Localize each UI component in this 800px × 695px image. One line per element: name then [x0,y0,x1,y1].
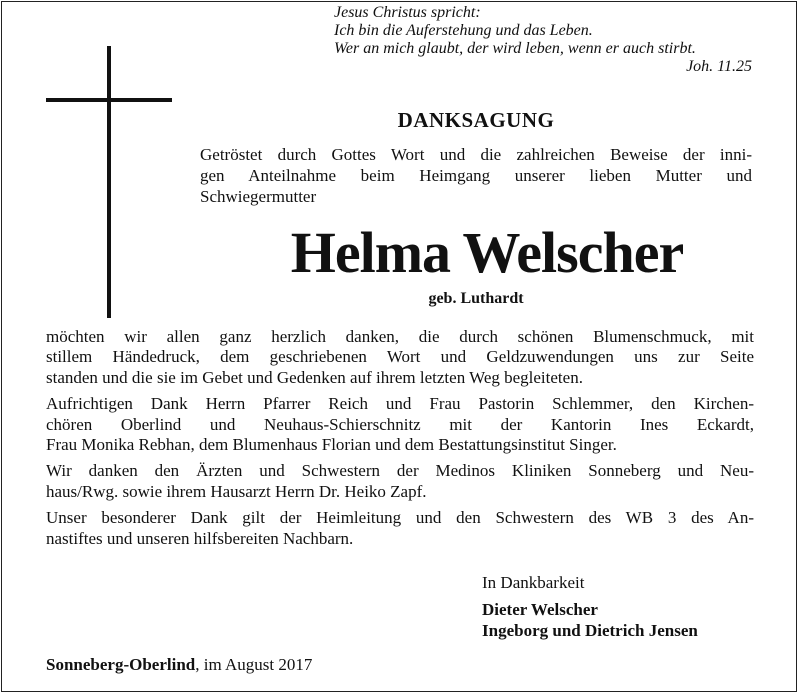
cross-vertical-bar [107,46,111,318]
notice-heading: DANKSAGUNG [397,108,555,132]
verse-line: Ich bin die Auferstehung und das Leben. [334,22,593,39]
intro-line: Schwiegermutter [200,187,317,206]
paragraph [46,327,754,388]
date: , im August 2017 [195,655,313,674]
paragraph-line: möchten wir allen ganz herzlich danken, die durch schönen Blumenschmuck, mit [46,327,754,346]
paragraph [46,461,754,502]
place-date-line [46,655,312,675]
thanks-body [46,327,754,555]
deceased-name: Helma Welscher [290,220,684,285]
paragraph-line: Wir danken den Ärzten und Schwestern der Medinos Kliniken Sonneberg und Neu- [46,461,754,481]
birth-name: geb. Luthardt [428,290,524,307]
paragraph-line: Aufrichtigen Dank Herrn Pfarrer Reich und Frau Pastorin Schlemmer, den Kirchen- [46,394,754,414]
paragraph [46,394,754,455]
paragraph-line: chören Oberlind und Neuhaus-Schierschnitz mit der Kantorin Ines Eckardt, [46,414,754,434]
paragraph [46,508,754,549]
paragraph-line: Unser besonderer Dank gilt der Heimleitung und den Schwestern des WB 3 des An- [46,508,754,528]
paragraph-line: stillem Händedruck, dem geschriebenen Wort und Geldzuwendungen uns zur Seite [46,347,754,367]
intro-line: gen Anteilnahme beim Heimgang unserer lieben Mutter und [200,166,752,185]
signer-name: Dieter Welscher [482,600,598,619]
paragraph-line: Frau Monika Rebhan, dem Blumenhaus Florian und dem Bestattungsinstitut Singer. [46,435,617,455]
paragraph-line: haus/Rwg. sowie ihrem Hausarzt Herrn Dr. Heiko Zapf. [46,481,427,501]
cross-horizontal-bar [46,98,172,102]
closing-text: In Dankbarkeit [482,573,585,592]
signer-name: Ingeborg und Dietrich Jensen [482,621,698,640]
verse-line: Wer an mich glaubt, der wird leben, wenn er auch stirbt. [334,40,696,57]
intro-line: Getröstet durch Gottes Wort und die zahlreichen Beweise der inni- [200,145,752,164]
intro-text [200,144,752,207]
paragraph-line: standen und die sie im Gebet und Gedenken auf ihrem letzten Weg begleiteten. [46,367,583,387]
verse-reference: Joh. 11.25 [686,58,752,75]
paragraph-line: nastiftes und unseren hilfsbereiten Nachbarn. [46,528,354,548]
place: Sonneberg-Oberlind [46,655,196,674]
verse-line: Jesus Christus spricht: [334,4,481,21]
signers [482,599,698,641]
bible-verse [334,4,752,76]
